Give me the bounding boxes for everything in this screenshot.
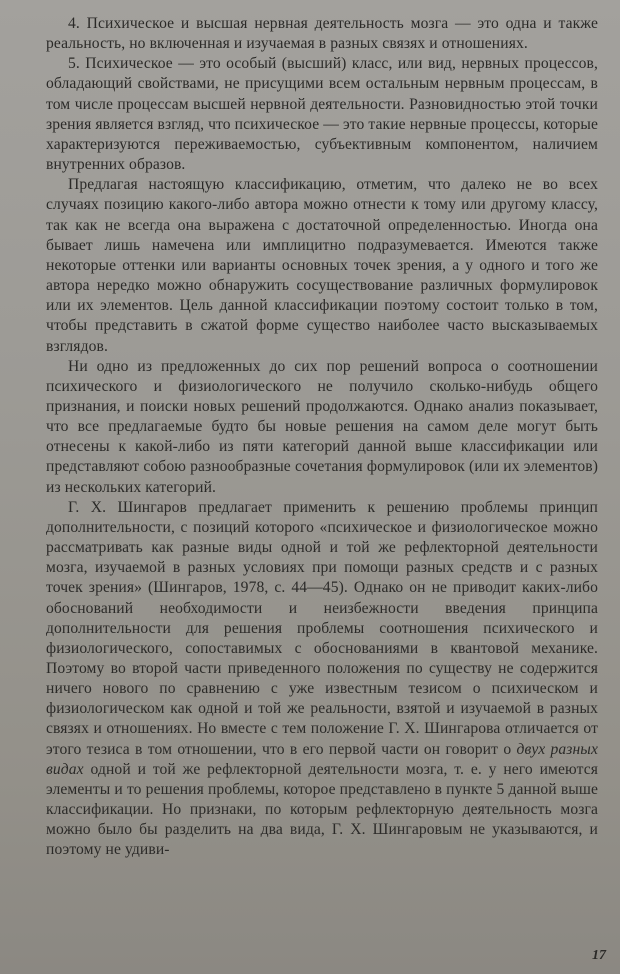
paragraph-classification: Предлагая настоящую классификацию, отметим, что далеко не во всех случаях позицию какого-либо автора можно отнести к тому или другому классу, так как не всегда она выражена с достаточной определенностью. Иногда она бывает лишь намечена или имплицитно подразумевается. Имеются также некоторые оттенки или варианты основных точек зрения, а у одного и того же автора нередко можно обнаружить сосуществование различных формулировок или их элементов. Цель данной классификации поэтому состоит только в том, чтобы представить в сжатой форме существо наиболее часто высказываемых взглядов. [46,176,598,355]
paragraph-4: 4. Психическое и высшая нервная деятельность мозга — это одна и также реальность, но включенная и изучаемая в разных связях и отношениях. [46,15,598,53]
paragraph-shingarov [46,498,598,861]
page-text [46,14,598,861]
paragraph-5: 5. Психическое — это особый (высший) класс, или вид, нервных процессов, обладающий свойствами, не присущими всем остальным нервным процессам, в том числе процессам высшей нервной деятельности. Разновидностью этой точки зрения является взгляд, что психическое — это такие нервные процессы, которые характеризуются переживаемостью, субъективным компонентом, наличием внутренних образов. [46,55,598,174]
shingarov-italic-phrase: двух разных видах [46,740,598,778]
page-number: 17 [592,948,606,963]
shingarov-text-before: Г. Х. Шингаров предлагает применить к решению проблемы принцип дополнительности, с позиций которого «психическое и физиологическое можно рассматривать как разные виды одной и той же рефлекторной деятельности мозга, изучаемой в разных условиях при помощи разных средств и с разных точек зрения» (Шингаров, 1978, с. 44—45). Однако он не приводит каких-либо обоснований необходимости и неизбежности введения принципа дополнительности для решения проблемы соотношения психического и физиологического, сопоставимых с обоснованиями в квантовой механике. Поэтому во второй части приведенного положения по существу не содержится ничего нового по сравнению с уже известным тезисом о психическом и физиологическом как одной и той же реальности, взятой и изучаемой в разных связях и отношениях. Но вместе с тем положение Г. Х. Шингарова отличается от этого тезиса в том отношении, что в его первой части он говорит о [46,498,598,758]
shingarov-text-after: одной и той же рефлекторной деятельности мозга, т. е. у него имеются элементы и то решения проблемы, которое представлено в пункте 5 данной выше классификации. Но признаки, по которым рефлекторную деятельность мозга можно было бы разделить на два вида, Г. Х. Шингаровым не указываются, и поэтому не удиви- [46,760,598,859]
paragraph-no-solution: Ни одно из предложенных до сих пор решений вопроса о соотношении психического и физиологического не получило сколько-нибудь общего признания, и поиски новых решений продолжаются. Однако анализ показывает, что все предлагаемые будто бы новые решения на самом деле могут быть отнесены к какой-либо из пяти категорий данной выше классификации или представляют собою разнообразные сочетания формулировок (или их элементов) из нескольких категорий. [46,357,598,496]
